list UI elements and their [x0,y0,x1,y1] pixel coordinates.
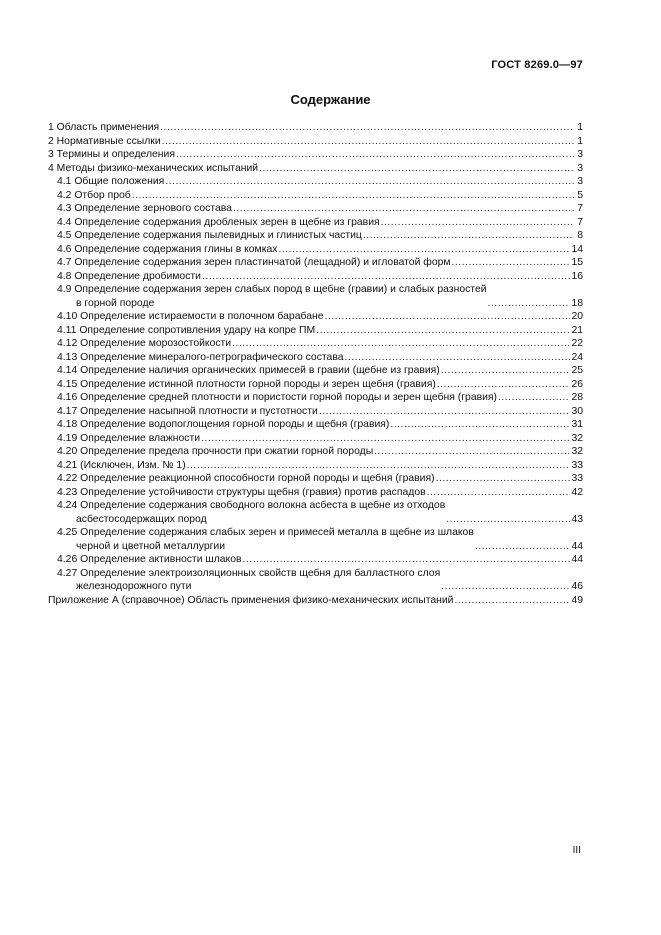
toc-entry-title: 4.15 Определение истинной плотности горной породы и зерен щебня (гравия) [57,378,436,390]
toc-entry-label [57,486,426,500]
dot-leader [390,418,570,432]
toc-entry-page: 46 [571,581,583,592]
dot-leader [160,121,574,135]
toc-entry-label [57,364,440,378]
dot-leader [162,135,574,149]
dot-leader [176,148,574,162]
toc-entry-page: 31 [571,419,583,430]
toc-entry-title: 4.9 Определение содержания зерен слабых пород в щебне (гравии) и слабых разностей [57,284,487,295]
toc-entry-label [57,445,373,459]
toc-entry-title: 4.18 Определение водопоглощения горной породы и щебня (гравия) [57,419,390,430]
dot-leader [441,580,570,594]
dot-leader [475,540,571,554]
toc-entry-title-continuation: в горной породе [76,297,155,309]
dot-leader [437,378,571,392]
toc-entry-page: 3 [577,162,583,174]
toc-entry-title: 4.13 Определение минералого-петрографического состава [57,351,344,363]
toc-entry-title: 4.17 Определение насыпной плотности и пустотности [57,405,318,417]
toc-entry-page: 26 [571,378,583,390]
dot-leader [243,553,571,567]
toc-entry-label [57,189,131,203]
toc-entry[interactable] [48,445,583,459]
toc-entry-label [48,121,159,135]
dot-leader [187,459,571,473]
toc-entry-label [57,216,380,230]
toc-entry[interactable] [48,148,583,162]
dot-leader [325,310,571,324]
toc-entry[interactable] [48,526,583,553]
dot-leader [233,202,574,216]
dot-leader [363,229,574,243]
toc-entry-page: 25 [571,365,583,376]
toc-entry-label [57,418,389,432]
toc-entry-title: 4.2 Отбор проб [57,189,131,201]
toc-entry-title: 4.14 Определение наличия органических примесей в гравии (щебне из гравия) [57,365,440,376]
toc-entry-label [57,229,362,243]
toc-entry[interactable] [48,162,583,176]
toc-entry-title: 4.12 Определение морозостойкости [57,338,232,349]
toc-entry[interactable] [48,121,583,135]
toc-entry-page: 24 [571,351,583,363]
toc-entry-title: 4.7 Определение содержания зерен пластинчатой (лещадной) и игловатой форм [57,257,451,268]
document-code: ГОСТ 8269.0—97 [491,59,583,71]
dot-leader [374,445,570,459]
toc-entry-page: 22 [571,338,583,349]
toc-entry-page: 7 [577,216,583,228]
toc-entry-page: 33 [571,459,583,471]
toc-entry-title-continuation: черной и цветной металлургии [76,540,226,552]
toc-entry-label [57,567,440,594]
toc-entry-page: 21 [571,324,583,336]
toc-entry[interactable] [48,351,583,365]
toc-entry-page: 5 [577,189,583,201]
dot-leader [319,405,571,419]
toc-entry-page: 32 [571,432,583,444]
toc-entry[interactable] [48,310,583,324]
toc-entry-page: 42 [571,486,583,498]
table-of-contents [48,121,583,607]
toc-entry[interactable] [48,432,583,446]
dot-leader [201,432,570,446]
toc-entry-page: 30 [571,405,583,417]
toc-entry[interactable] [48,472,583,486]
toc-entry[interactable] [48,378,583,392]
toc-entry[interactable] [48,594,583,608]
toc-entry-title: 4.6 Определение содержания глины в комках [57,243,278,255]
dot-leader [259,162,574,176]
toc-entry-title: 4.1 Общие положения [57,176,165,187]
toc-entry-label [57,526,474,553]
toc-entry-label [57,432,200,446]
dot-leader [488,297,571,311]
toc-entry-label [57,202,232,216]
toc-entry-label [57,472,435,486]
toc-entry-label [57,553,242,567]
toc-entry-label [57,459,186,473]
toc-entry[interactable] [48,283,583,310]
toc-entry[interactable] [48,486,583,500]
toc-entry-title: 3 Термины и определения [48,149,175,160]
toc-entry-page: 44 [571,540,583,552]
dot-leader [441,364,571,378]
toc-entry-title: 4.10 Определение истираемости в полочном барабане [57,311,324,322]
toc-entry[interactable] [48,499,583,526]
dot-leader [345,351,571,365]
toc-entry[interactable] [48,364,583,378]
toc-entry-page: 32 [571,446,583,457]
toc-entry-page: 3 [577,149,583,160]
dot-leader [436,472,571,486]
toc-entry[interactable] [48,418,583,432]
toc-entry-page: 28 [571,392,583,403]
toc-entry-title: Приложение А (справочное) Область применения физико-механических испытаний [48,594,454,606]
toc-entry-title: 4.22 Определение реакционной способности горной породы и щебня (гравия) [57,473,435,484]
dot-leader [165,175,574,189]
dot-leader [381,216,574,230]
dot-leader [132,189,574,203]
toc-entry[interactable] [48,216,583,230]
dot-leader [446,513,570,527]
toc-entry[interactable] [48,405,583,419]
toc-entry-page: 3 [577,176,583,187]
toc-entry-title: 4.21 (Исключен, Изм. № 1) [57,459,186,471]
toc-entry-label [57,499,445,526]
dot-leader [427,486,571,500]
toc-entry-label [57,378,436,392]
toc-entry-page: 14 [571,243,583,255]
toc-entry-label [48,162,258,176]
toc-entry-title: 4.4 Определение содержания дробленых зерен в щебне из гравия [57,216,380,228]
toc-entry-label [57,175,164,189]
toc-entry[interactable] [48,270,583,284]
toc-entry-page: 49 [571,594,583,606]
toc-entry-title-continuation: асбестосодержащих пород [76,513,207,525]
toc-entry-title: 4.26 Определение активности шлаков [57,554,242,565]
toc-entry-page: 1 [577,122,583,133]
toc-entry-title: 4.16 Определение средней плотности и пористости горной породы и зерен щебня (гравия) [57,392,498,403]
toc-entry-title: 2 Нормативные ссылки [48,135,161,147]
toc-entry-page: 43 [571,513,583,525]
toc-entry-label [57,270,201,284]
toc-entry-title: 4.5 Определение содержания пылевидных и глинистых частиц [57,230,362,241]
toc-entry[interactable] [48,202,583,216]
toc-entry-page: 15 [571,257,583,268]
toc-entry[interactable] [48,175,583,189]
toc-entry-label [57,391,497,405]
page-number: III [572,845,581,856]
toc-entry-label [48,594,453,608]
toc-entry-label [57,256,451,270]
toc-entry-title: 4.25 Определение содержания слабых зерен и примесей металла в щебне из шлаков [57,527,474,538]
toc-entry-page: 16 [571,270,583,282]
toc-entry-label [57,337,231,351]
toc-entry-label [57,351,344,365]
toc-entry-title: 1 Область применения [48,122,160,133]
toc-entry-title: 4.11 Определение сопротивления удару на копре ПМ [57,324,316,336]
toc-title: Содержание [290,92,371,107]
toc-entry-page: 7 [577,203,583,214]
toc-entry-label [57,283,487,310]
toc-entry[interactable] [48,567,583,594]
dot-leader [316,324,570,338]
dot-leader [278,243,570,257]
toc-entry-label [57,405,318,419]
toc-entry-page: 1 [577,135,583,147]
dot-leader [498,391,570,405]
dot-leader [202,270,570,284]
toc-entry[interactable] [48,229,583,243]
toc-entry[interactable] [48,256,583,270]
toc-entry[interactable] [48,189,583,203]
toc-entry[interactable] [48,459,583,473]
toc-entry-title: 4.8 Определение дробимости [57,270,201,282]
toc-entry[interactable] [48,391,583,405]
toc-entry-title: 4.3 Определение зернового состава [57,203,232,214]
toc-entry-page: 8 [577,230,583,241]
toc-entry-label [57,310,324,324]
toc-entry-title: 4 Методы физико-механических испытаний [48,162,259,174]
dot-leader [232,337,570,351]
toc-entry-title: 4.19 Определение влажности [57,432,201,444]
toc-entry[interactable] [48,337,583,351]
toc-entry-title-continuation: железнодорожного пути [76,581,192,592]
toc-entry[interactable] [48,243,583,257]
toc-entry-title: 4.23 Определение устойчивости структуры щебня (гравия) против распадов [57,486,426,498]
toc-entry-page: 33 [571,473,583,484]
toc-entry-title: 4.24 Определение содержания свободного волокна асбеста в щебне из отходов [57,500,446,511]
toc-entry[interactable] [48,553,583,567]
toc-entry-label [48,135,161,149]
toc-entry-label [57,243,277,257]
toc-entry-label [48,148,175,162]
dot-leader [452,256,571,270]
dot-leader [454,594,570,608]
toc-entry-title: 4.27 Определение электроизоляционных свойств щебня для балластного слоя [57,567,441,579]
toc-entry[interactable] [48,324,583,338]
toc-entry-label [57,324,315,338]
toc-entry-page: 20 [571,311,583,322]
toc-entry-page: 18 [571,297,583,309]
toc-entry-title: 4.20 Определение предела прочности при сжатии горной породы [57,446,374,457]
toc-entry-page: 44 [571,554,583,565]
toc-entry[interactable] [48,135,583,149]
